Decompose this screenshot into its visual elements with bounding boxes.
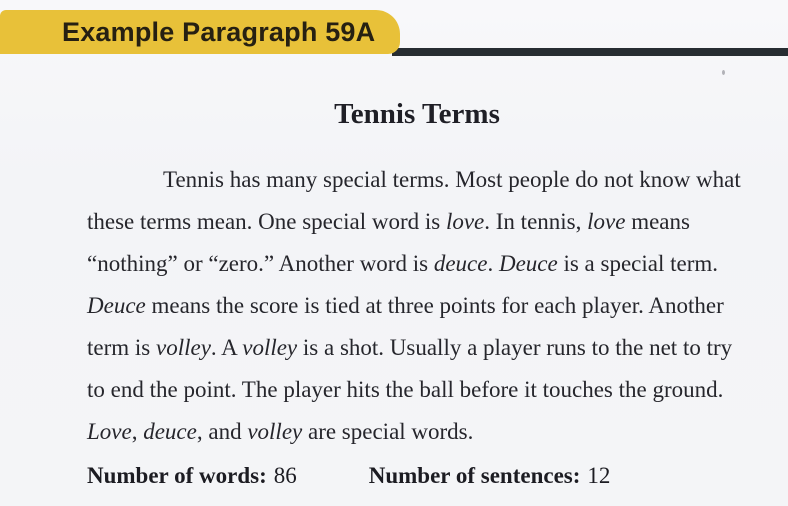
- paragraph-line: [87, 201, 747, 243]
- article-title: Tennis Terms: [334, 98, 500, 130]
- text-segment: Tennis has many special terms. Most people do not know what: [163, 167, 741, 192]
- paragraph-line: [87, 159, 747, 201]
- paragraph-line: [87, 411, 747, 453]
- text-segment: . A: [210, 335, 243, 360]
- stats-row: [87, 459, 747, 493]
- text-segment: these terms mean. One special word is: [87, 209, 446, 234]
- text-segment: is a special term.: [557, 251, 719, 276]
- italic-term: love: [445, 209, 485, 234]
- italic-term: volley: [242, 335, 298, 360]
- italic-term: deuce: [433, 251, 488, 276]
- stat-value: 86: [273, 463, 297, 488]
- scan-speck: [722, 70, 725, 75]
- header-banner: [0, 10, 400, 54]
- italic-term: Deuce: [87, 293, 146, 318]
- paragraph-line: [87, 285, 747, 327]
- stat-item: [369, 459, 611, 493]
- italic-term: deuce: [143, 419, 197, 444]
- stat-item: [87, 459, 297, 493]
- text-segment: . In tennis,: [484, 209, 588, 234]
- stat-label: Number of sentences:: [368, 463, 581, 488]
- text-segment: means: [625, 209, 690, 234]
- text-segment: ,: [131, 419, 144, 444]
- text-segment: .: [487, 251, 499, 276]
- italic-term: volley: [247, 419, 303, 444]
- italic-term: volley: [156, 335, 211, 360]
- text-segment: are special words.: [302, 419, 474, 444]
- italic-term: Deuce: [498, 251, 558, 276]
- stat-label: Number of words:: [87, 463, 267, 488]
- italic-term: love: [587, 209, 626, 234]
- italic-term: Love: [87, 419, 132, 444]
- stat-value: 12: [587, 463, 611, 488]
- paragraph-line: [87, 327, 747, 369]
- header-banner-title: Example Paragraph 59A: [62, 16, 376, 47]
- text-segment: is a shot. Usually a player runs to the net to try: [297, 335, 733, 360]
- paragraph-line: [87, 243, 747, 285]
- header-divider-rule: [392, 48, 788, 56]
- paragraph: [87, 159, 747, 453]
- text-segment: term is: [87, 335, 156, 360]
- text-segment: “nothing” or “zero.” Another word is: [87, 251, 434, 276]
- text-segment: , and: [196, 419, 248, 444]
- article: [87, 96, 747, 493]
- paragraph-line: [87, 369, 747, 411]
- text-segment: means the score is tied at three points for each player. Another: [145, 293, 724, 318]
- text-segment: to end the point. The player hits the ball before it touches the ground.: [87, 377, 724, 402]
